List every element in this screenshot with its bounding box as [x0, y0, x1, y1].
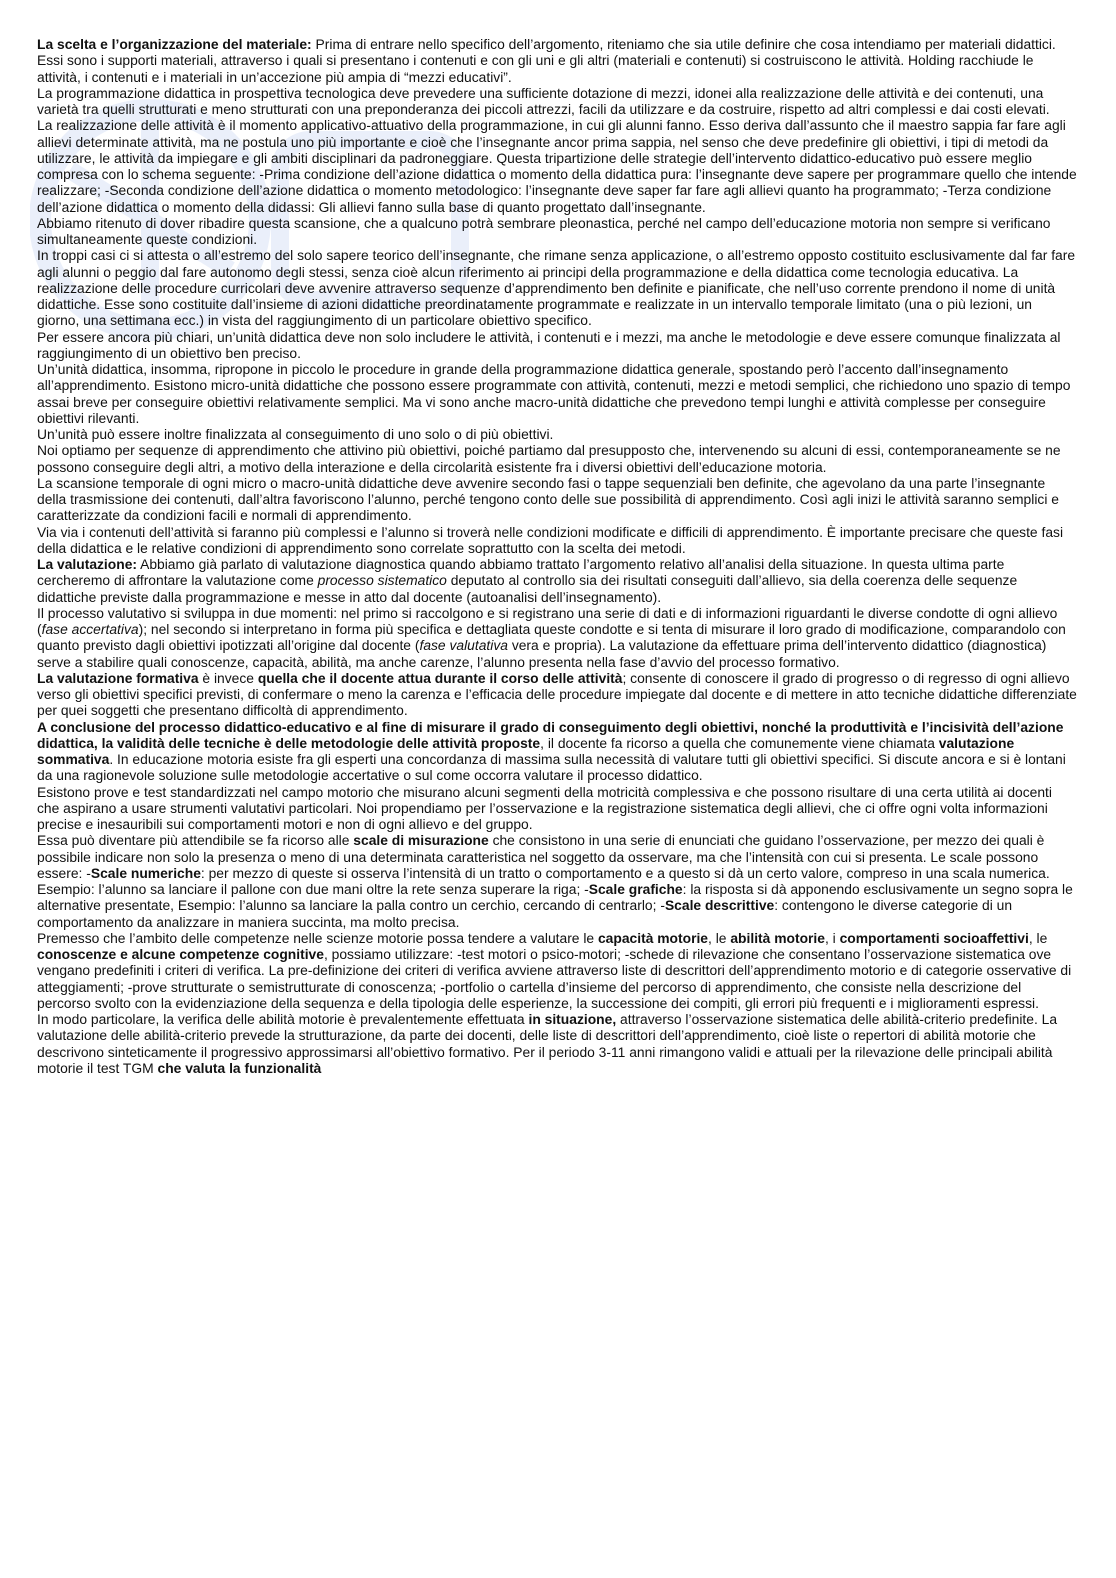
text-run: Per essere ancora più chiari, un’unità didattica deve non solo includere le attività, i contenuti e i mezzi, ma anche le metodologie e deve essere comunque finalizzata al raggiungimento di un obiettivo ben preciso. [37, 328, 1061, 361]
text-run: La valutazione: [37, 556, 138, 572]
paragraph-5 [37, 247, 1077, 328]
text-run: fase accertativa [41, 621, 139, 637]
paragraph-2 [37, 85, 1077, 118]
text-run: , le [708, 929, 731, 946]
text-run: fase valutativa [419, 637, 508, 654]
text-run: , le [1028, 929, 1048, 946]
text-run: Prima di entrare nello specifico dell’argomento, riteniamo che sia utile definire che cosa intendiamo per materiali didattici. Essi sono i supporti materiali, attraverso i quali si presentano i contenuti e con gli uni e gli altri (materiali e contenuti) si costruiscono le attività. Holding racchiude le attività, i contenuti e i materiali in un’accezione più ampia di “mezzi educativi”. [37, 36, 1056, 85]
text-run: La programmazione didattica in prospettiva tecnologica deve prevedere una sufficiente dotazione di mezzi, idonei alla realizzazione delle attività e dei contenuti, una varietà tra quelli strutturati e meno strutturati con una preponderanza dei piccoli attrezzi, facili da utilizzare e da costruire, rispetto ad altri complessi e dai costi elevati. [37, 84, 1050, 117]
text-run: ; consente di conoscere il grado di progresso o di regresso di ogni allievo verso gli obiettivi specifici previsti, di confermare o meno la carenza e l’efficacia delle procedure impiegate dal docente e di mettere in atto tecniche didattiche differenziate per quei soggetti che presentano difficoltà di apprendimento. [37, 669, 1077, 719]
text-run: in situazione, [528, 1011, 617, 1027]
paragraph-3 [37, 117, 1077, 215]
text-run: : la risposta si dà apponendo esclusivamente un segno sopra le alternative presentate, Esempio: l’alunno sa lanciare la palla contro un cerchio, cercando di centrarlo; - [37, 881, 1073, 914]
paragraph-1 [37, 36, 1077, 85]
text-run: A conclusione del processo didattico-educativo e al fine di misurare il grado di conseguimento degli obiettivi, nonché la produttività e l’incisività dell’azione didattica, la validità delle tecniche è delle metodologie delle attività proposte [37, 718, 1064, 751]
paragraph-12 [37, 556, 1077, 605]
paragraph-4 [37, 215, 1077, 248]
text-run: La scansione temporale di ogni micro o macro-unità didattiche deve avvenire secondo fasi o tappe sequenziali ben definite, che agevolano da una parte l’insegnante della trasmissione dei contenuti, dall’altra favoriscono l’alunno, perché tengono conto delle sue possibilità di apprendimento. Così agli inizi le attività saranno semplici e caratterizzate da condizioni facili e normali di apprendimento. [37, 474, 1059, 524]
text-run: , possiamo utilizzare: -test motori o psico-motori; -schede di rilevazione che consentano l’osservazione sistematica ove vengano predefiniti i criteri di verifica. La pre-definizione dei criteri di verifica avviene attraverso liste di descrittori dell’apprendimento motorio e di categorie osservative di atteggiamenti; -prove strutturate o semistrutturate di conoscenza; -portfolio o cartella d’insieme del percorso di apprendimento, che consiste nella descrizione del percorso svolto con la evidenziazione della sequenza e della tipologia delle esperienze, la successione dei compiti, gli errori più frequenti e i miglioramenti espressi. [37, 946, 1072, 1011]
text-run: La valutazione formativa [37, 669, 199, 686]
text-run: scale di misurazione [353, 832, 489, 849]
paragraph-17 [37, 832, 1077, 930]
text-run: : per mezzo di queste si osserva l’intensità di un tratto o comportamento e a questo si dà un certo valore, compreso in una scala numerica. Esempio: l’alunno sa lanciare il pallone con due mani oltre la rete senza superare la riga; - [37, 864, 1050, 897]
text-run: Via via i contenuti dell’attività si faranno più complessi e l’alunno si troverà nelle condizioni modificate e difficili di apprendimento. È importante precisare che queste fasi della didattica e le relative condizioni di apprendimento sono correlate soprattutto con la scelta dei metodi. [37, 523, 1064, 556]
text-run: comportamenti socioaffettivi [839, 929, 1029, 946]
text-run: capacità motorie [597, 929, 709, 946]
text-run: Scale grafiche [588, 881, 683, 897]
text-run: In modo particolare, la verifica delle abilità motorie è prevalentemente effettuata [37, 1011, 529, 1027]
paragraph-13 [37, 605, 1077, 670]
text-run: processo sistematico [317, 572, 447, 589]
paragraph-15 [37, 719, 1077, 784]
paragraph-9 [37, 442, 1077, 475]
text-run: Un’unità può essere inoltre finalizzata al conseguimento di uno solo o di più obiettivi. [37, 426, 554, 442]
text-run: Noi optiamo per sequenze di apprendimento che attivino più obiettivi, poiché partiamo dal presupposto che, intervenendo su alcuni di essi, contemporaneamente se ne possono conseguire degli altri, a motivo della interazione e della circolarità esistente fra i diversi obiettivi dell’educazione motoria. [37, 442, 1061, 475]
text-run: , il docente fa ricorso a quella che comunemente viene chiamata [540, 734, 939, 751]
text-run: La realizzazione delle attività è il momento applicativo-attuativo della programmazione, in cui gli alunni fanno. Esso deriva dall’assunto che il maestro sappia far fare agli allievi determinate attività, ma ne postula uno più importante e cioè che l’insegnante ancor prima sappia, nel senso che deve predefinire gli obiettivi, i tipi di metodi da utilizzare, le attività da impiegare e gli ambiti disciplinari da padroneggiare. Questa tripartizione delle strategie dell’intervento didattico-educativo può essere meglio compresa con lo schema seguente: -Prima condizione dell’azione didattica o momento della didattica pura: l’insegnante deve sapere per programmare quello che intende realizzare; -Seconda condizione dell’azione didattica o momento metodologico: l’insegnante deve saper far fare agli allievi quanto ha programmato; -Terza condizione dell’azione didattica o momento della didassi: Gli allievi fanno sulla base di quanto progettato dall’insegnante. [37, 117, 1077, 215]
text-run: vera e propria). La valutazione da effettuare prima dell’intervento didattico (diagnostica) serve a stabilire quali conoscenze, capacità, abilità, ma anche carenze, l’alunno presenta nella fase d’avvio del processo formativo. [37, 637, 1047, 670]
text-run: conoscenze e alcune competenze cognitive [37, 946, 324, 962]
text-run: attraverso l’osservazione sistematica delle abilità-criterio predefinite. La valutazione delle abilità-criterio prevede la strutturazione, da parte dei docenti, delle liste di descrittori dell’apprendimento, cioè liste o repertori di abilità motorie che descrivono sinteticamente il progressivo approssimarsi all’obiettivo formativo. Per il periodo 3-11 anni rimangono validi e attuali per la rilevazione delle principali abilità motorie il test TGM [37, 1011, 1058, 1076]
text-run: che valuta la funzionalità [157, 1059, 322, 1076]
text-run: , i [824, 929, 840, 946]
text-run: Scale numeriche [90, 864, 201, 881]
text-run: Un’unità didattica, insomma, ripropone in piccolo le procedure in grande della programmazione didattica generale, spostando però l’accento dall’insegnamento all’apprendimento. Esistono micro-unità didattiche che possono essere programmate con attività, contenuti, mezzi e metodi semplici, che richiedono uno spazio di tempo assai breve per conseguire obiettivi relativamente semplici. Ma vi sono anche macro-unità didattiche che prevedono tempi lunghi e attività complesse per conseguire obiettivi rilevanti. [37, 361, 1071, 426]
text-run: quella che il docente attua durante il corso delle attività [257, 669, 623, 686]
paragraph-10 [37, 475, 1077, 524]
text-run: . In educazione motoria esiste fra gli esperti una concordanza di massima sulla necessità di valutare tutti gli obiettivi specifici. Si discute ancora e si è lontani da una ragionevole soluzione sulle metodologie accertative o sul come occorra valutare il processo didattico. [37, 751, 1066, 784]
text-run: In troppi casi ci si attesta o all’estremo del solo sapere teorico dell’insegnante, che rimane senza applicazione, o all’estremo opposto costituito esclusivamente dal far fare agli alunni o peggio dal fare autonomo degli stessi, senza cioè alcun riferimento ai principi della programmazione e della didattica come tecnologia educativa. La realizzazione delle procedure curricolari deve avvenire attraverso sequenze d’apprendimento ben definite e pianificate, che nell’uso corrente prendono il nome di unità didattiche. Esse sono costituite dall’insieme di azioni didattiche preordinatamente programmate e realizzate in un intervallo temporale limitato (una o più lezioni, un giorno, una settimana ecc.) in vista del raggiungimento di un particolare obiettivo specifico. [37, 247, 1076, 329]
text-run: Abbiamo già parlato di valutazione diagnostica quando abbiamo trattato l’argomento relativo all’analisi della situazione. In questa ultima parte cercheremo di affrontare la valutazione come [37, 556, 1005, 589]
paragraph-16 [37, 784, 1077, 833]
paragraph-8 [37, 426, 1077, 442]
text-run: Abbiamo ritenuto di dover ribadire questa scansione, che a qualcuno potrà sembrare pleonastica, perché nel campo dell’educazione motoria non sempre si verificano simultaneamente queste condizioni. [37, 214, 1051, 247]
paragraph-18 [37, 930, 1077, 1011]
text-run: : contengono le diverse categorie di un comportamento da analizzare in maniera succinta, ma molto precisa. [37, 897, 1013, 930]
text-run: Esistono prove e test standardizzati nel campo motorio che misurano alcuni segmenti della motricità complessiva e che possono risultare di una certa utilità ai docenti che aspirano a usare strumenti valutativi particolari. Noi propendiamo per l’osservazione e la registrazione sistematica degli allievi, che ci offre ogni volta informazioni precise e inesauribili sui comportamenti motori e non di ogni allievo e del gruppo. [37, 783, 1052, 832]
paragraph-6 [37, 329, 1077, 362]
paragraph-7 [37, 361, 1077, 426]
text-run: abilità motorie [730, 929, 825, 946]
document-body [37, 36, 1077, 1076]
paragraph-14 [37, 670, 1077, 719]
text-run: Scale descrittive [664, 897, 775, 914]
text-run: La scelta e l’organizzazione del materiale: [37, 36, 312, 52]
text-run: Premesso che l’ambito delle competenze nelle scienze motorie possa tendere a valutare le [37, 929, 598, 946]
text-run: Essa può diventare più attendibile se fa ricorso alle [37, 832, 354, 849]
text-run: deputato al controllo sia dei risultati conseguiti dall’allievo, sia della coerenza delle sequenze didattiche previste dalla programmazione e messe in atto dal docente (autoanalisi dell’insegnamento). [37, 572, 1018, 605]
text-run: ); nel secondo si interpretano in forma più specifica e dettagliata queste condotte e si tenta di misurare il loro grado di modificazione, comparandolo con quanto previsto dagli obiettivi ipotizzati all’origine dal docente ( [37, 621, 1066, 654]
text-run: valutazione sommativa [37, 734, 1015, 767]
text-run: Il processo valutativo si sviluppa in due momenti: nel primo si raccolgono e si registrano una serie di dati e di informazioni riguardanti le diverse condotte di ogni allievo ( [37, 604, 1058, 637]
text-run: che consistono in una serie di enunciati che guidano l’osservazione, per mezzo dei quali è possibile indicare non solo la presenza o meno di una determinata caratteristica nel soggetto da osservare, ma che l’intensità con cui si presenta. Le scale possono essere: - [37, 832, 1045, 881]
text-run: è invece [198, 669, 258, 686]
paragraph-19 [37, 1011, 1077, 1076]
paragraph-11 [37, 524, 1077, 557]
